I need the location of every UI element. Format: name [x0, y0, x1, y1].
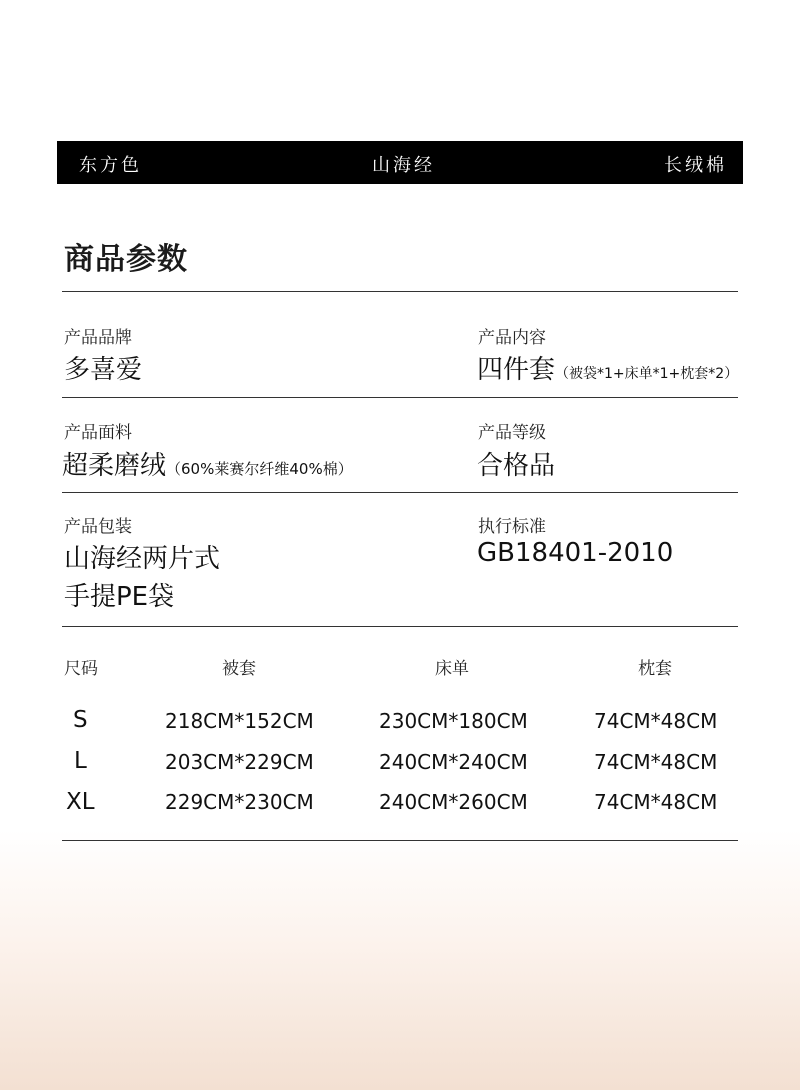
packaging-value-line2: 手提PE袋	[64, 582, 175, 612]
size-table-header: 枕套	[638, 659, 672, 679]
pillowcase-size: 74CM*48CM	[594, 750, 718, 774]
duvet-size: 229CM*230CM	[165, 790, 314, 814]
contents-label: 产品内容	[478, 328, 546, 348]
section-title: 商品参数	[64, 242, 188, 277]
banner-right-text: 长绒棉	[664, 155, 727, 176]
sheet-size: 240CM*260CM	[379, 790, 528, 814]
sheet-size: 240CM*240CM	[379, 750, 528, 774]
grade-label: 产品等级	[478, 423, 546, 443]
size-table-header: 尺码	[64, 659, 98, 679]
fabric-note: （60%莱赛尔纤维40%棉）	[166, 460, 353, 478]
fabric-value-wrap	[62, 445, 353, 482]
size-label: XL	[66, 789, 95, 815]
divider	[62, 397, 738, 398]
size-label: L	[74, 748, 87, 774]
sheet-size: 230CM*180CM	[379, 709, 528, 733]
size-table-header: 被套	[222, 659, 256, 679]
size-label: S	[73, 707, 88, 733]
grade-value: 合格品	[477, 451, 556, 481]
contents-note: （被袋*1+床单*1+枕套*2）	[555, 366, 739, 382]
banner-left-text: 东方色	[79, 155, 142, 176]
divider	[62, 626, 738, 627]
banner-middle-text: 山海经	[372, 155, 435, 176]
duvet-size: 218CM*152CM	[165, 709, 314, 733]
packaging-label: 产品包装	[64, 517, 132, 537]
pillowcase-size: 74CM*48CM	[594, 790, 718, 814]
divider	[62, 492, 738, 493]
standard-value: GB18401-2010	[477, 538, 674, 568]
size-table-header: 床单	[435, 659, 469, 679]
contents-value-wrap	[477, 349, 738, 386]
divider	[62, 291, 738, 292]
contents-value: 四件套	[477, 355, 556, 385]
fabric-label: 产品面料	[64, 423, 132, 443]
packaging-value-line1: 山海经两片式	[64, 544, 221, 574]
standard-label: 执行标准	[478, 517, 546, 537]
fabric-value: 超柔磨绒	[62, 451, 167, 481]
pillowcase-size: 74CM*48CM	[594, 709, 718, 733]
top-banner	[57, 141, 743, 184]
brand-value: 多喜爱	[64, 355, 143, 385]
duvet-size: 203CM*229CM	[165, 750, 314, 774]
divider	[62, 840, 738, 841]
brand-label: 产品品牌	[64, 328, 132, 348]
